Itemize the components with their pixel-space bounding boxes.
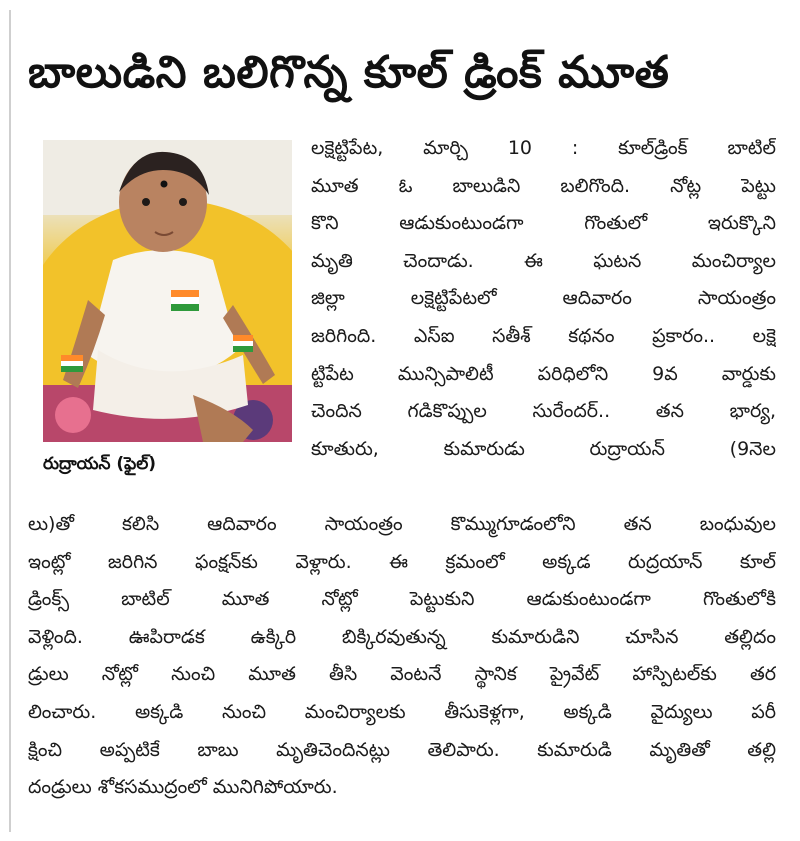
- article-body-full-width: [28, 506, 776, 807]
- body-line: మృతి చెందాడు. ఈ ఘటన మంచిర్యాల: [311, 249, 776, 272]
- body-line: లు)తో కలిసి ఆదివారం సాయంత్రం కొమ్ముగూడంలోని తన బంధువుల: [28, 513, 776, 535]
- body-line: వెళ్లింది. ఊపిరాడక ఉక్కిరి బిక్కిరవుతున్న కుమారుడిని చూసిన తల్లిదం: [28, 625, 776, 648]
- body-line: లక్షెట్టిపేట, మార్చి 10 : కూల్‌డ్రింక్ బాటిల్: [311, 137, 776, 159]
- body-line: మూత ఓ బాలుడిని బలిగొంది. నోట్ల పెట్టు: [311, 174, 776, 197]
- body-line: డ్రింక్స్ బాటిల్ మూత నోట్లో పెట్టుకుని ఆడుకుంటుండగా గొంతులోకి: [28, 588, 776, 611]
- body-line: జరిగింది. ఎస్ఐ సతీశ్ కథనం ప్రకారం.. లక్షె: [311, 324, 776, 347]
- headline: బాలుడిని బలిగొన్న కూల్ డ్రింక్ మూత: [28, 47, 670, 98]
- article-body-beside-photo: [311, 130, 776, 468]
- child-photo: [43, 140, 292, 442]
- body-line: చెందిన గడికొప్పుల సురేందర్.. తన భార్య,: [311, 400, 776, 423]
- body-line: కూతురు, కుమారుడు రుద్రాయన్ (9నెల: [311, 437, 776, 460]
- body-line: దండ్రులు శోకసముద్రంలో మునిగిపోయారు.: [28, 776, 338, 799]
- photo-caption: రుద్రాయన్ (ఫైల్): [43, 454, 157, 474]
- child-photo-illustration: [43, 140, 292, 442]
- body-line: జిల్లా లక్షెట్టిపేటలో ఆదివారం సాయంత్రం: [311, 287, 776, 310]
- column-rule: [9, 10, 11, 832]
- body-line: ట్టిపేట మున్సిపాలిటీ పరిధిలోని 9వ వార్డుకు: [311, 362, 776, 385]
- body-line: ఇంట్లో జరిగిన ఫంక్షన్‌కు వెళ్లారు. ఈ క్రమంలో అక్కడ రుద్రయాన్ కూల్: [28, 550, 776, 573]
- body-line: క్షించి అప్పటికే బాబు మృతిచెందినట్లు తెలిపారు. కుమారుడి మృతితో తల్లి: [28, 738, 776, 761]
- body-line: లించారు. అక్కడి నుంచి మంచిర్యాలకు తీసుకెళ్లగా, అక్కడి వైద్యులు పరీ: [28, 700, 776, 723]
- body-line: కొని ఆడుకుంటుండగా గొంతులో ఇరుక్కొని: [311, 212, 776, 235]
- body-line: డ్రులు నోట్లో నుంచి మూత తీసి వెంటనే స్థానిక ప్రైవేట్ హాస్పిటల్‌కు తర: [28, 663, 776, 686]
